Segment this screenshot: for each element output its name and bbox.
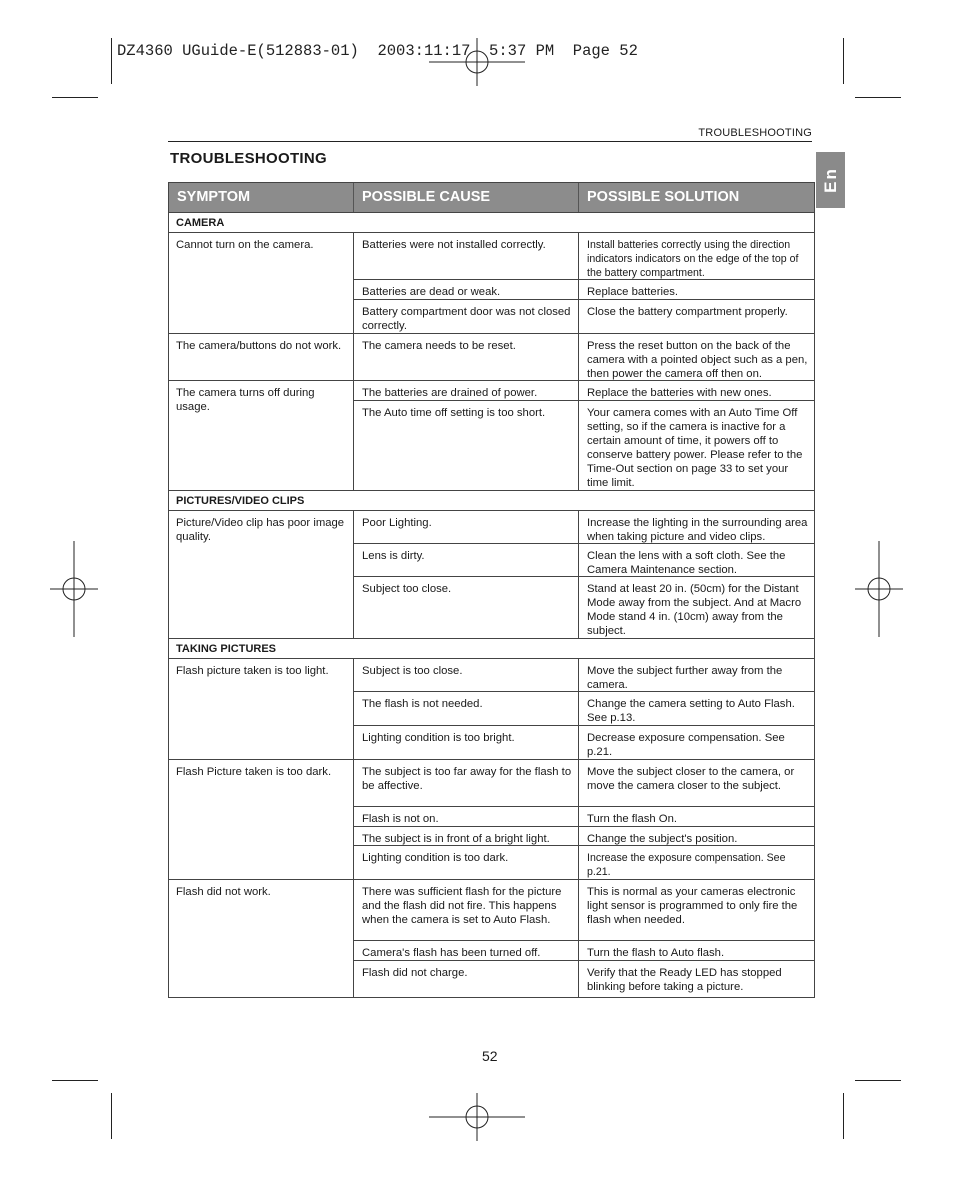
- symptom-group: [169, 233, 814, 334]
- cause-cell: There was sufficient flash for the picture and the flash did not fire. This happens when the camera is set to Auto Flash.: [354, 880, 579, 940]
- cause-cell: Battery compartment door was not closed correctly.: [354, 300, 579, 333]
- troubleshooting-table: [168, 182, 815, 998]
- symptom-cell: Cannot turn on the camera.: [169, 233, 354, 333]
- symptom-cell: Picture/Video clip has poor image quality.: [169, 511, 354, 638]
- cause-cell: The subject is in front of a bright light.: [354, 827, 579, 845]
- solution-cell: This is normal as your cameras electronic light sensor is programmed to only fire the flash when needed.: [587, 886, 798, 926]
- cause-cell: Camera's flash has been turned off.: [354, 941, 579, 960]
- page-number: 52: [482, 1048, 498, 1064]
- table-row: [354, 511, 814, 544]
- cause-cell: Batteries were not installed correctly.: [354, 233, 579, 279]
- cause-cell: Lighting condition is too dark.: [354, 846, 579, 879]
- table-row: [354, 381, 814, 401]
- symptom-group: [169, 760, 814, 880]
- table-row: [354, 760, 814, 807]
- table-row: [354, 941, 814, 961]
- crop-mark: [52, 97, 98, 98]
- symptom-cell: The camera turns off during usage.: [169, 381, 354, 490]
- section-pictures-video-clips: PICTURES/VIDEO CLIPS: [169, 491, 814, 511]
- cause-cell: The batteries are drained of power.: [354, 381, 579, 400]
- solution-cell: Press the reset button on the back of the camera with a pointed object such as a pen, then power the camera off then on.: [587, 340, 808, 380]
- crop-mark: [843, 1093, 844, 1139]
- table-row: [354, 334, 814, 380]
- solution-cell: Clean the lens with a soft cloth. See the Camera Maintenance section.: [587, 550, 786, 576]
- solution-cell: Stand at least 20 in. (50cm) for the Distant Mode away from the subject. And at Macro Mode stand 4 in. (10cm) away from the subject.: [587, 583, 802, 637]
- table-row: [354, 807, 814, 827]
- table-row: [354, 233, 814, 280]
- cause-cell: The subject is too far away for the flash to be affective.: [354, 760, 579, 806]
- table-row: [354, 577, 814, 638]
- symptom-cell: Flash picture taken is too light.: [169, 659, 354, 759]
- table-row: [354, 659, 814, 692]
- registration-mark-icon: [429, 38, 525, 86]
- symptom-cell: Flash did not work.: [169, 880, 354, 997]
- symptom-group: [169, 511, 814, 639]
- table-row: [354, 300, 814, 333]
- solution-cell: Move the subject further away from the camera.: [587, 665, 783, 691]
- solution-cell: Your camera comes with an Auto Time Off setting, so if the camera is inactive for a certain amount of time, it powers off to conserve battery power. Please refer to the Time-Out section on page 33 to set your time limit.: [587, 407, 803, 489]
- solution-cell: Close the battery compartment properly.: [587, 306, 788, 318]
- solution-cell: Move the subject closer to the camera, or move the camera closer to the subject.: [587, 766, 795, 792]
- page-title: TROUBLESHOOTING: [170, 150, 327, 167]
- cause-cell: Poor Lighting.: [354, 511, 579, 543]
- solution-cell: Increase the exposure compensation. See p.21.: [587, 852, 786, 878]
- table-row: [354, 401, 814, 490]
- solution-cell: Turn the flash On.: [587, 813, 677, 825]
- crop-mark: [855, 97, 901, 98]
- cause-cell: The camera needs to be reset.: [354, 334, 579, 380]
- registration-mark-icon: [429, 1093, 525, 1141]
- crop-mark: [111, 38, 112, 84]
- table-row: [354, 692, 814, 726]
- registration-mark-icon: [855, 541, 903, 637]
- section-camera: CAMERA: [169, 213, 814, 233]
- header-symptom: SYMPTOM: [169, 183, 354, 212]
- solution-cell: Change the subject's position.: [587, 833, 738, 845]
- symptom-cell: The camera/buttons do not work.: [169, 334, 354, 380]
- crop-mark: [843, 38, 844, 84]
- symptom-group: [169, 880, 814, 997]
- running-head: TROUBLESHOOTING: [698, 127, 812, 139]
- table-row: [354, 726, 814, 759]
- solution-cell: Verify that the Ready LED has stopped blinking before taking a picture.: [587, 967, 782, 993]
- table-row: [354, 880, 814, 941]
- symptom-group: [169, 381, 814, 491]
- cause-cell: Lens is dirty.: [354, 544, 579, 576]
- language-tab: [816, 152, 845, 208]
- table-row: [354, 280, 814, 300]
- table-row: [354, 961, 814, 997]
- section-taking-pictures: TAKING PICTURES: [169, 639, 814, 659]
- registration-mark-icon: [50, 541, 98, 637]
- cause-cell: Flash did not charge.: [354, 961, 579, 997]
- header-cause: POSSIBLE CAUSE: [354, 183, 579, 212]
- solution-cell: Decrease exposure compensation. See p.21.: [587, 732, 785, 758]
- cause-cell: Lighting condition is too bright.: [354, 726, 579, 759]
- crop-mark: [855, 1080, 901, 1081]
- cause-cell: Batteries are dead or weak.: [354, 280, 579, 299]
- table-row: [354, 544, 814, 577]
- solution-cell: Turn the flash to Auto flash.: [587, 947, 725, 959]
- crop-mark: [111, 1093, 112, 1139]
- cause-cell: The flash is not needed.: [354, 692, 579, 725]
- table-row: [354, 827, 814, 846]
- table-row: [354, 846, 814, 879]
- cause-cell: The Auto time off setting is too short.: [354, 401, 579, 490]
- language-tab-label: En: [820, 167, 840, 193]
- solution-cell: Replace batteries.: [587, 286, 679, 298]
- printer-slug: DZ4360 UGuide-E(512883-01) 2003:11:17 5:37 PM Page 52: [117, 42, 638, 60]
- solution-cell: Change the camera setting to Auto Flash. See p.13.: [587, 698, 795, 724]
- crop-mark: [52, 1080, 98, 1081]
- header-solution: POSSIBLE SOLUTION: [587, 189, 740, 205]
- header-rule: [168, 141, 812, 142]
- cause-cell: Flash is not on.: [354, 807, 579, 826]
- table-header: [169, 183, 814, 213]
- symptom-group: [169, 659, 814, 760]
- symptom-group: [169, 334, 814, 381]
- solution-cell: Increase the lighting in the surrounding area when taking picture and video clips.: [587, 517, 808, 543]
- symptom-cell: Flash Picture taken is too dark.: [169, 760, 354, 879]
- solution-cell: Replace the batteries with new ones.: [587, 387, 772, 399]
- cause-cell: Subject is too close.: [354, 659, 579, 691]
- cause-cell: Subject too close.: [354, 577, 579, 638]
- solution-cell: Install batteries correctly using the direction indicators indicators on the edge of the top of the battery compartment.: [587, 239, 799, 279]
